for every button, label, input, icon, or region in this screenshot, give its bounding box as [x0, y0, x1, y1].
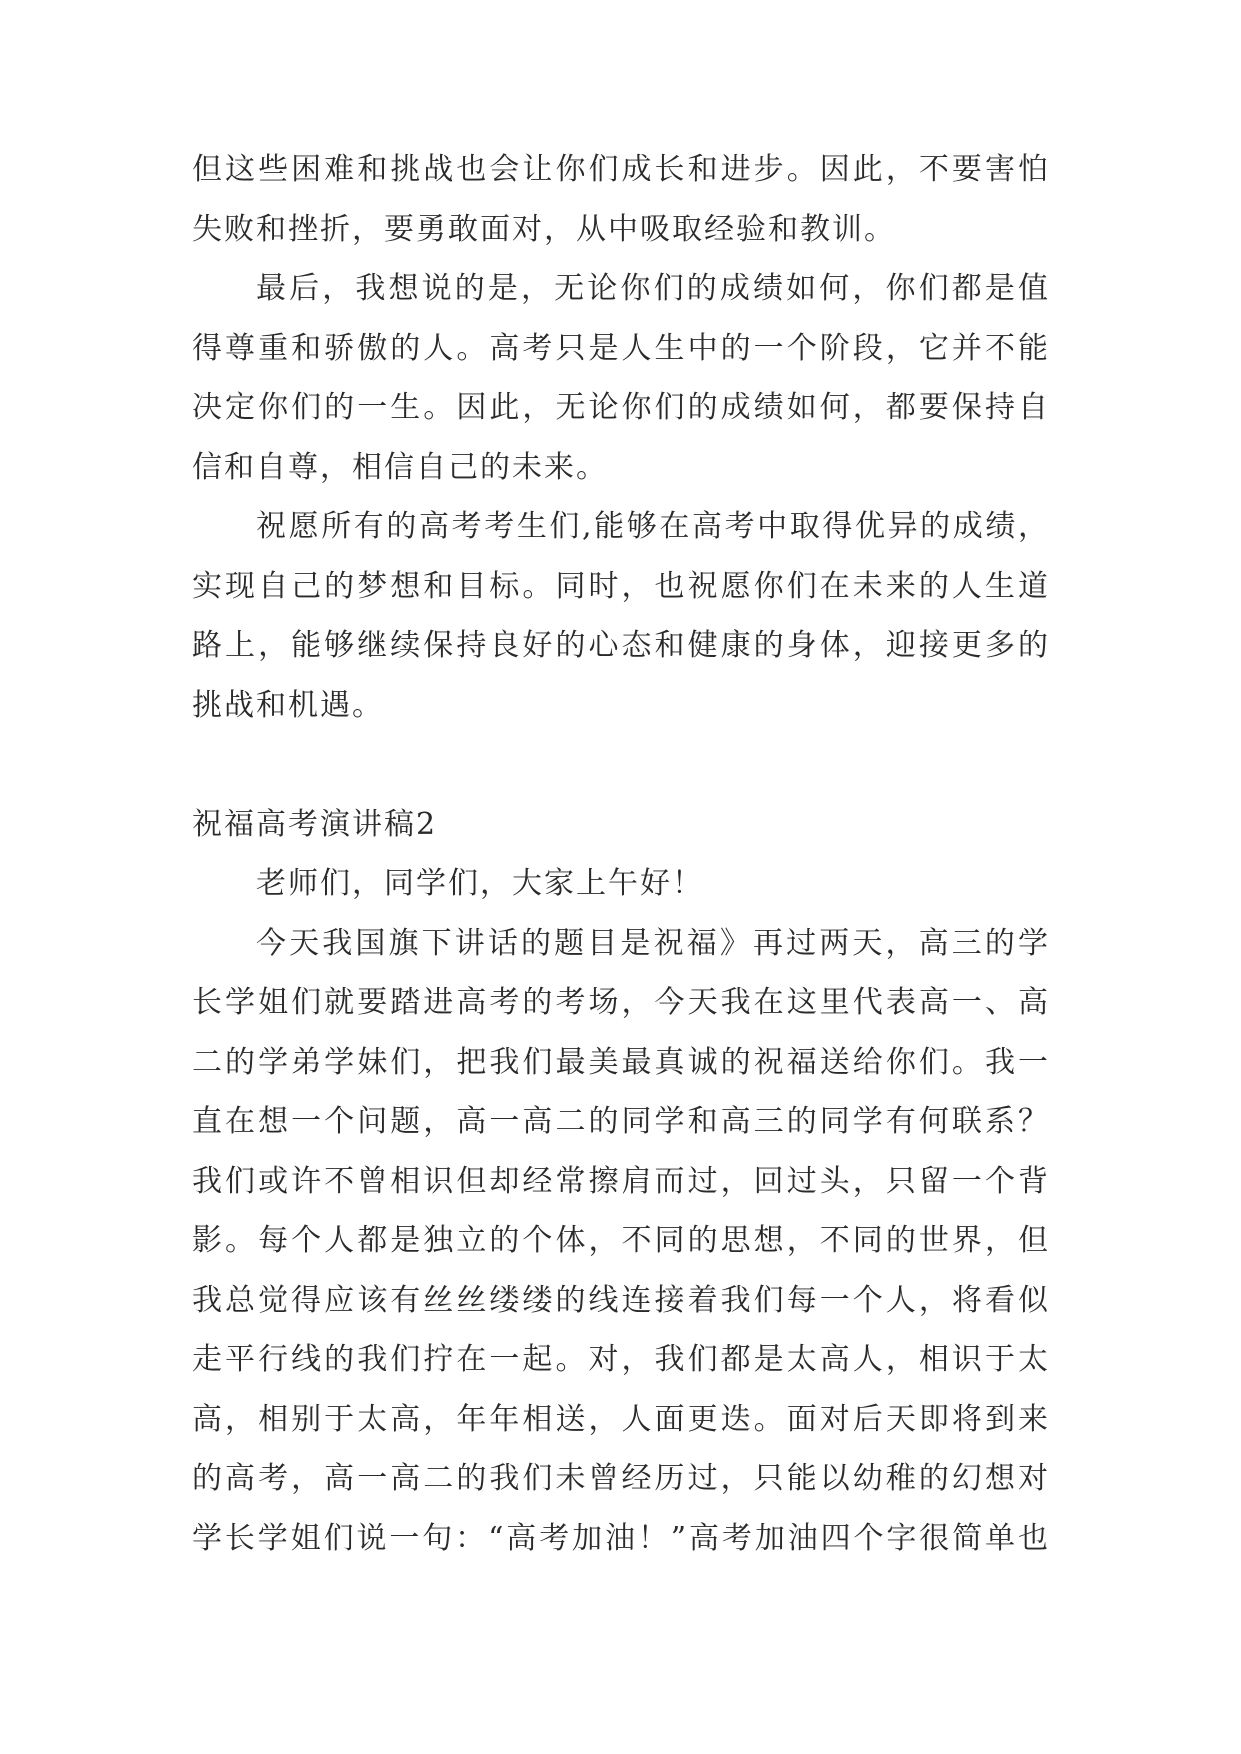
body-line: 实现自己的梦想和目标。同时，也祝愿你们在未来的人生道: [192, 568, 1050, 604]
body-line: 高，相别于太高，年年相送，人面更迭。面对后天即将到来: [192, 1401, 1050, 1437]
body-line: 长学姐们就要踏进高考的考场，今天我在这里代表高一、高: [192, 985, 1050, 1020]
body-line: 路上，能够继续保持良好的心态和健康的身体，迎接更多的: [192, 628, 1050, 663]
body-line: 二的学弟学妹们，把我们最美最真诚的祝福送给你们。我一: [192, 1044, 1050, 1080]
paragraph-start-line: 最后，我想说的是，无论你们的成绩如何，你们都是值: [256, 271, 1050, 306]
body-line: 但这些困难和挑战也会让你们成长和进步。因此，不要害怕: [192, 152, 1050, 187]
body-line: 直在想一个问题，高一高二的同学和高三的同学有何联系？: [192, 1104, 1050, 1139]
body-line: 决定你们的一生。因此，无论你们的成绩如何，都要保持自: [192, 390, 1050, 425]
body-line: 我们或许不曾相识但却经常擦肩而过，回过头，只留一个背: [192, 1163, 1050, 1199]
section-title: 祝福高考演讲稿2: [192, 806, 438, 842]
body-line: 我总觉得应该有丝丝缕缕的线连接着我们每一个人，将看似: [192, 1282, 1050, 1318]
body-line: 影。每个人都是独立的个体，不同的思想，不同的世界，但: [192, 1223, 1050, 1258]
body-line: 走平行线的我们拧在一起。对，我们都是太高人，相识于太: [192, 1342, 1050, 1377]
body-line: 得尊重和骄傲的人。高考只是人生中的一个阶段，它并不能: [192, 330, 1050, 366]
body-line: 的高考，高一高二的我们未曾经历过，只能以幼稚的幻想对: [192, 1461, 1050, 1496]
body-line: 学长学姐们说一句：“高考加油！”高考加油四个字很简单也: [192, 1520, 1050, 1556]
section-gap: [192, 735, 1050, 795]
paragraph-start-line: 祝愿所有的高考考生们,能够在高考中取得优异的成绩，: [256, 509, 1050, 544]
body-line: 信和自尊，相信自己的未来。: [192, 449, 608, 485]
document-body: [192, 140, 1050, 1568]
body-line: 失败和挫折，要勇敢面对，从中吸取经验和教训。: [192, 211, 896, 247]
greeting-line: 老师们，同学们，大家上午好！: [256, 866, 704, 901]
body-line: 挑战和机遇。: [192, 687, 384, 723]
paragraph-start-line: 今天我国旗下讲话的题目是祝福》再过两天，高三的学: [256, 925, 1050, 961]
